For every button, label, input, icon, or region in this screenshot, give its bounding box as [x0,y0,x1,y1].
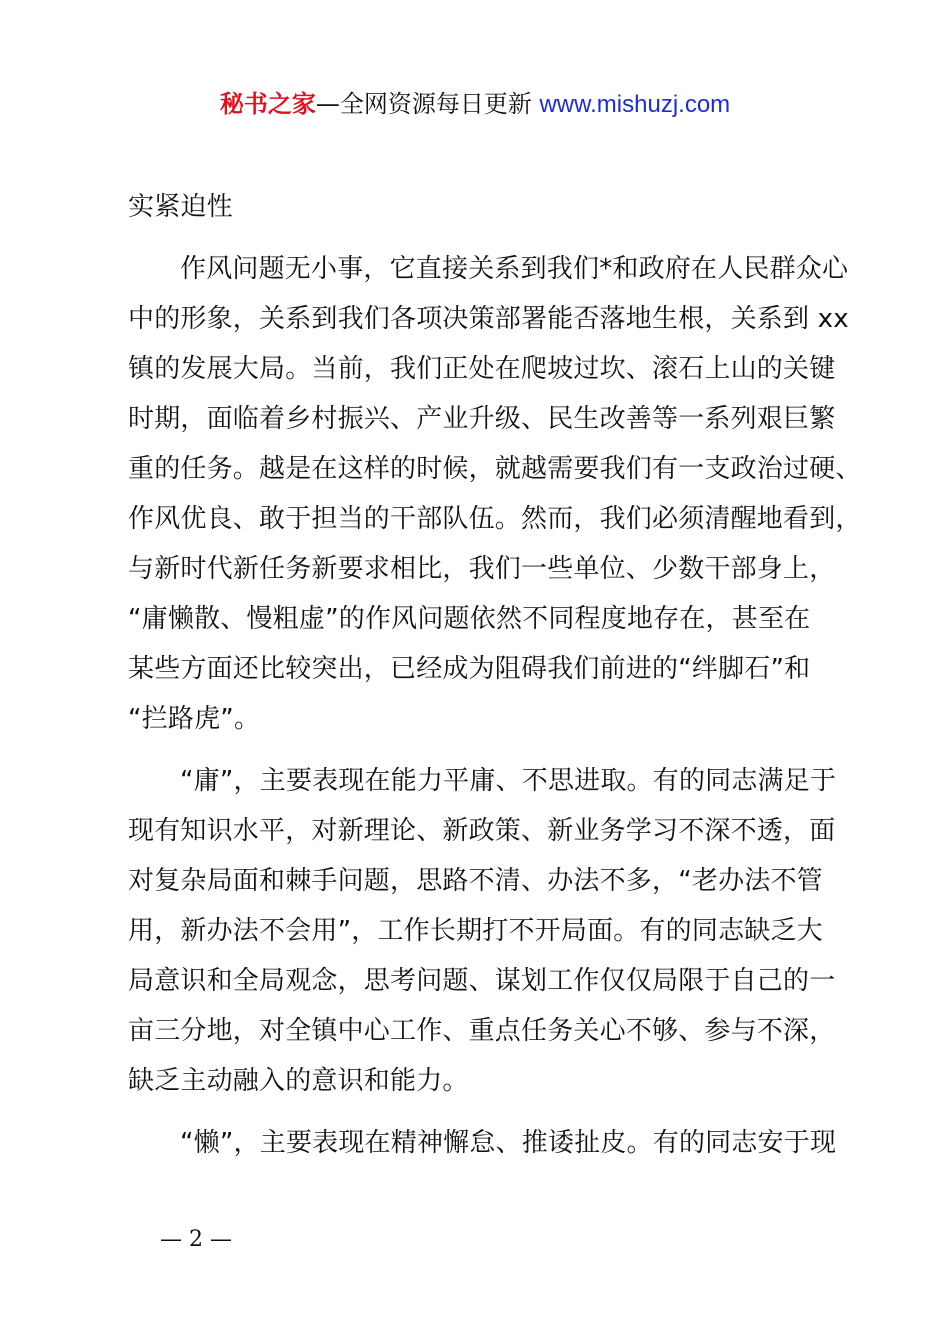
site-header [0,86,950,123]
text-line: 与新时代新任务新要求相比，我们一些单位、少数干部身上， [128,554,836,584]
text-line: 现有知识水平，对新理论、新政策、新业务学习不深不透，面 [128,816,836,846]
page-number: — 2 — [160,1227,232,1252]
text-line: “懒”，主要表现在精神懈怠、推诿扯皮。有的同志安于现 [180,1128,837,1158]
site-url-link[interactable]: www.mishuzj.com [539,91,731,118]
document-body [128,182,862,1168]
text-line: 用，新办法不会用”，工作长期打不开局面。有的同志缺乏大 [128,916,823,946]
text-line: 亩三分地，对全镇中心工作、重点任务关心不够、参与不深， [128,1016,836,1046]
paragraph-intro [128,244,862,744]
text-line: 对复杂局面和棘手问题，思路不清、办法不多，“老办法不管 [128,866,823,896]
text-line: 缺乏主动融入的意识和能力。 [128,1066,469,1096]
text-line: 作风问题无小事，它直接关系到我们*和政府在人民群众心 [180,254,849,284]
text-line: 局意识和全局观念，思考问题、谋划工作仅仅局限于自己的一 [128,966,836,996]
text-line: 重的任务。越是在这样的时候，就越需要我们有一支政治过硬、 [128,454,862,484]
text-line: 作风优良、敢于担当的干部队伍。然而，我们必须清醒地看到， [128,504,862,534]
text-line: 中的形象，关系到我们各项决策部署能否落地生根，关系到 xx [128,304,849,334]
text-line: “庸”，主要表现在能力平庸、不思进取。有的同志满足于 [180,766,837,796]
text-line: “庸懒散、慢粗虚”的作风问题依然不同程度地存在，甚至在 [128,604,811,634]
site-brand: 秘书之家 [219,90,316,118]
text-line: 某些方面还比较突出，已经成为阻碍我们前进的“绊脚石”和 [128,654,811,684]
text-line: 时期，面临着乡村振兴、产业升级、民生改善等一系列艰巨繁 [128,404,836,434]
paragraph-yong [128,756,837,1106]
text-line: 镇的发展大局。当前，我们正处在爬坡过坎、滚石上山的关键 [128,354,836,384]
continuation-line: 实紧迫性 [128,192,233,222]
site-tagline: —全网资源每日更新 [315,90,540,118]
text-line: “拦路虎”。 [128,704,261,734]
paragraph-lan [128,1118,837,1168]
